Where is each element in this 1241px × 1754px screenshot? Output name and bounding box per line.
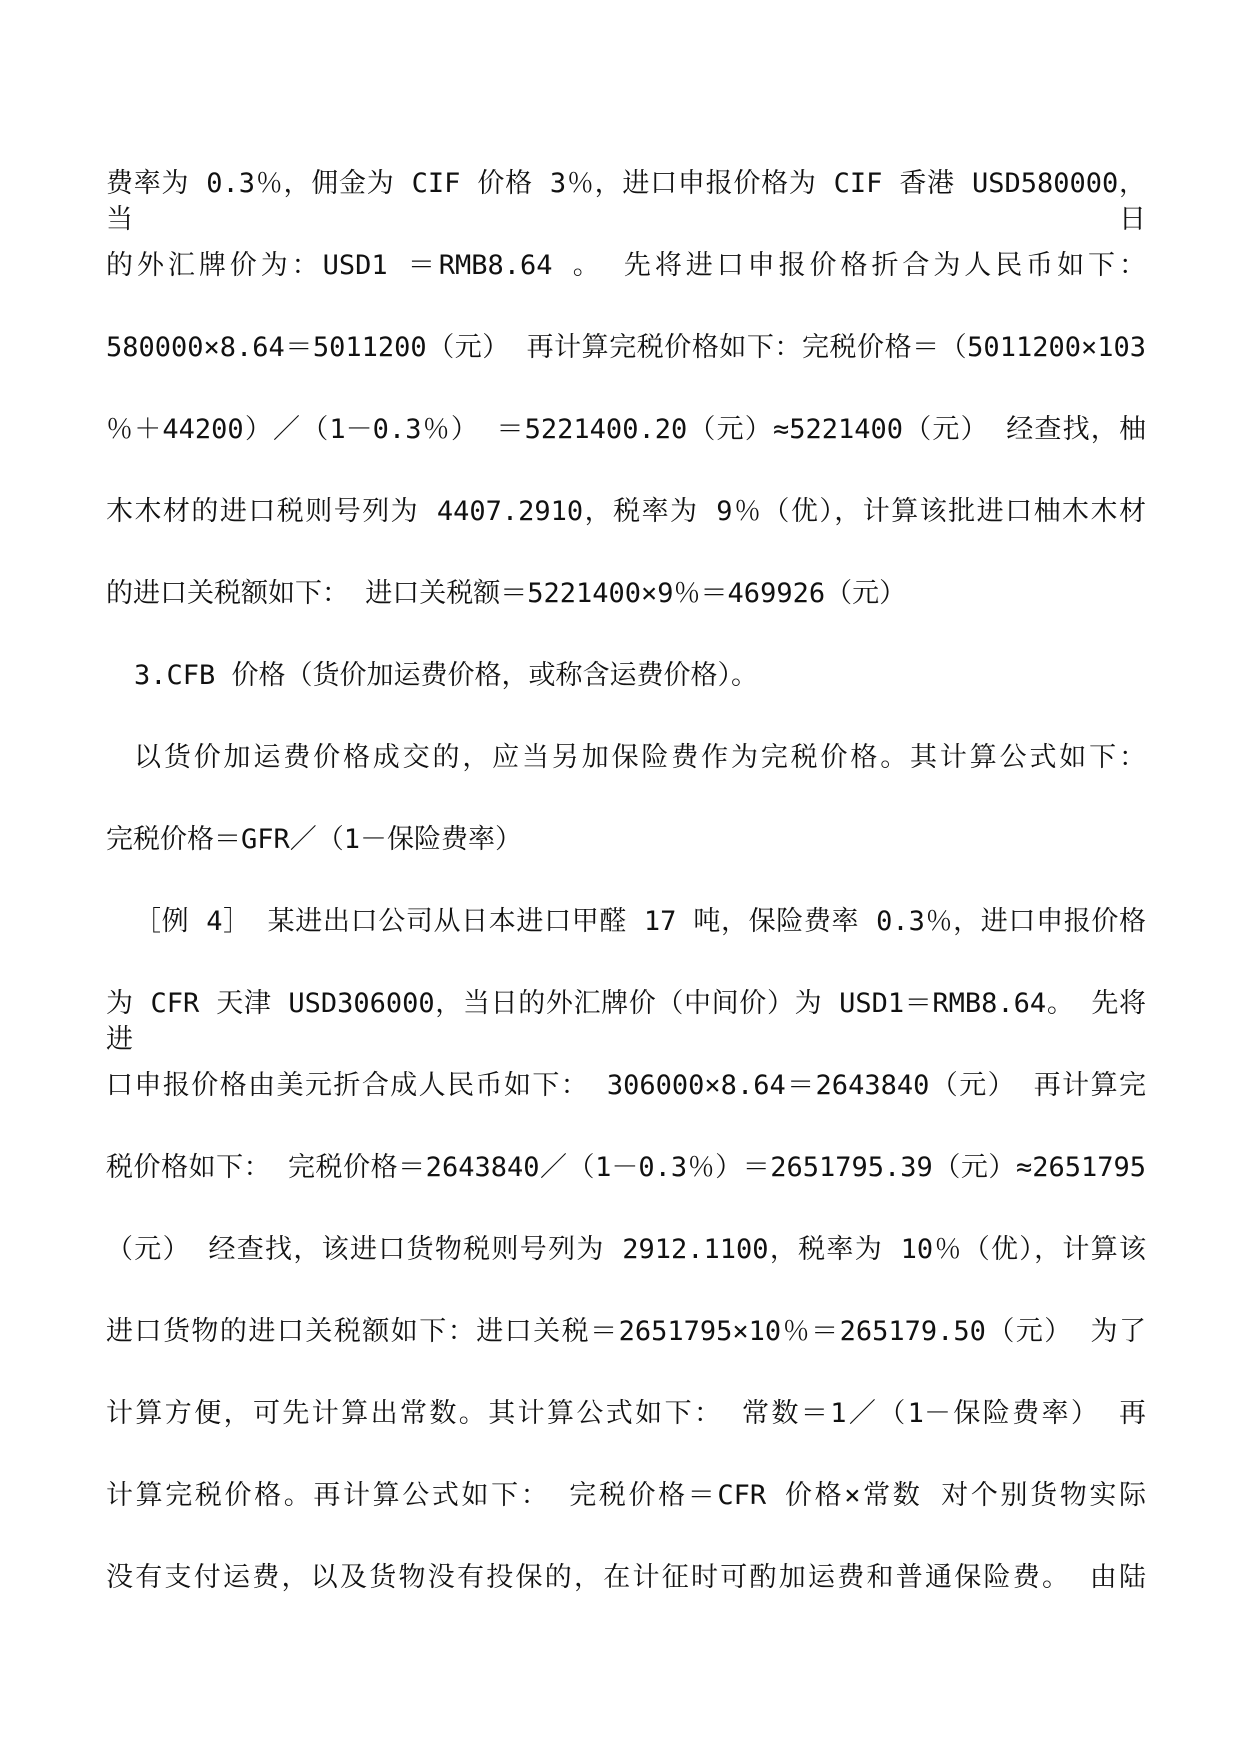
text-line-13: 税价格如下： 完税价格＝2643840／（1－0.3％）＝2651795.39（元）≈2651795 bbox=[106, 1152, 1146, 1183]
text-line-1: 费率为 0.3％，佣金为 CIF 价格 3％，进口申报价格为 CIF 香港 USD580000，当日 bbox=[106, 168, 1146, 235]
text-line-6: 的进口关税额如下： 进口关税额＝5221400×9％＝469926（元） bbox=[106, 578, 907, 609]
section-heading-cfb-price: 3.CFB 价格（货价加运费价格，或称含运费价格）。 bbox=[134, 660, 759, 691]
formula-line: 完税价格＝GFR／（1－保险费率） bbox=[106, 824, 523, 855]
text-line-8: 以货价加运费价格成交的，应当另加保险费作为完税价格。其计算公式如下： bbox=[134, 742, 1146, 773]
text-line-5: 木木材的进口税则号列为 4407.2910，税率为 9％（优），计算该批进口柚木木材 bbox=[106, 496, 1146, 527]
text-line-14: （元） 经查找，该进口货物税则号列为 2912.1100，税率为 10％（优），计算该 bbox=[106, 1234, 1146, 1265]
text-line-15: 进口货物的进口关税额如下：进口关税＝2651795×10％＝265179.50（元） 为了 bbox=[106, 1316, 1146, 1347]
document-body bbox=[106, 166, 1146, 1642]
text-line-11: 为 CFR 天津 USD306000，当日的外汇牌价（中间价）为 USD1＝RMB8.64。 先将进 bbox=[106, 988, 1146, 1055]
text-line-3: 580000×8.64＝5011200（元） 再计算完税价格如下：完税价格＝（5011200×103 bbox=[106, 332, 1146, 363]
text-line-2: 的外汇牌价为：USD1 ＝RMB8.64 。 先将进口申报价格折合为人民币如下： bbox=[106, 250, 1146, 281]
text-line-18: 没有支付运费，以及货物没有投保的，在计征时可酌加运费和普通保险费。 由陆 bbox=[106, 1562, 1146, 1593]
text-line-12: 口申报价格由美元折合成人民币如下： 306000×8.64＝2643840（元） 再计算完 bbox=[106, 1070, 1146, 1101]
example-4-line: ［例 4］ 某进出口公司从日本进口甲醛 17 吨，保险费率 0.3％，进口申报价格 bbox=[134, 906, 1146, 937]
text-line-16: 计算方便，可先计算出常数。其计算公式如下： 常数＝1／（1－保险费率） 再 bbox=[106, 1398, 1146, 1429]
text-line-17: 计算完税价格。再计算公式如下： 完税价格＝CFR 价格×常数 对个别货物实际 bbox=[106, 1480, 1146, 1511]
text-line-4: ％＋44200）／（1－0.3％） ＝5221400.20（元）≈5221400（元） 经查找，柚 bbox=[106, 414, 1146, 445]
